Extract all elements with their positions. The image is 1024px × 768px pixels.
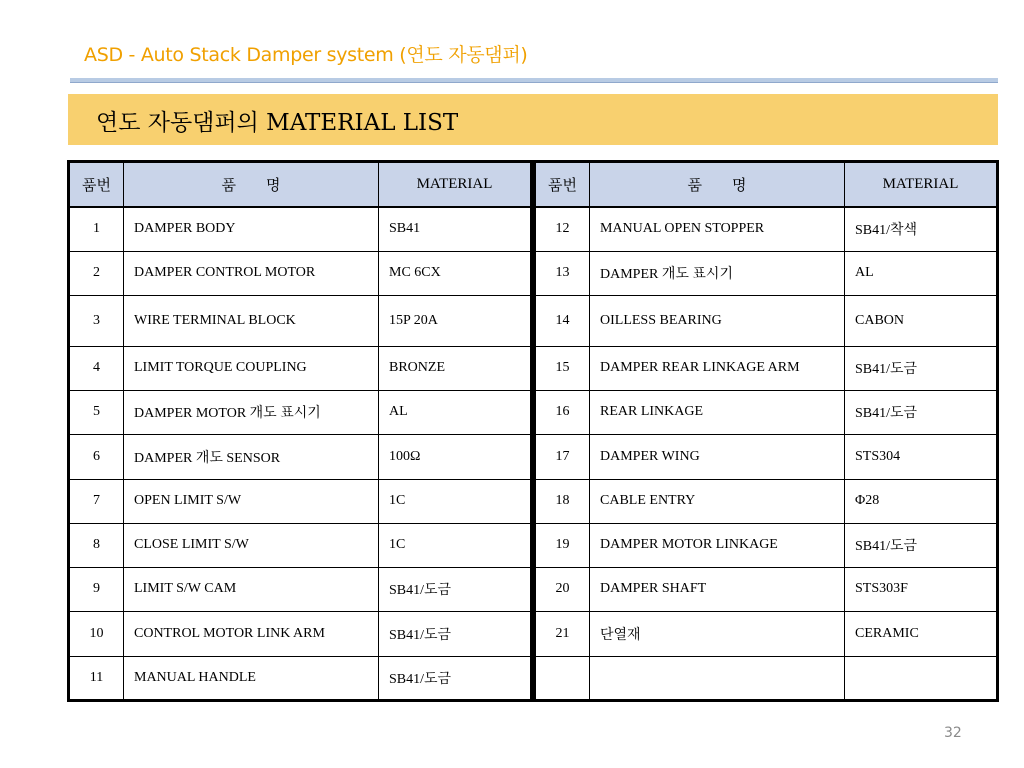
banner-text: 연도 자동댐퍼의 MATERIAL LIST [96,110,459,136]
table-row [69,434,532,479]
part-name-cell: DAMPER BODY [124,207,379,251]
slide-title: ASD - Auto Stack Damper system (연도 자동댐퍼) [84,44,528,66]
material-cell: AL [845,251,998,295]
part-no-cell: 16 [535,390,590,434]
part-no-cell: 15 [535,346,590,390]
material-cell: SB41 [379,207,532,251]
table-row [535,251,998,295]
table-body-left [69,207,532,700]
part-name-cell: MANUAL OPEN STOPPER [590,207,845,251]
part-name-cell: CABLE ENTRY [590,479,845,523]
part-no-cell: 14 [535,295,590,346]
material-cell: MC 6CX [379,251,532,295]
part-name-cell: DAMPER 개도 SENSOR [124,434,379,479]
part-no-cell: 11 [69,656,124,700]
material-cell: STS304 [845,434,998,479]
part-name-cell: REAR LINKAGE [590,390,845,434]
part-no-cell: 17 [535,434,590,479]
material-cell: AL [379,390,532,434]
material-table-right [533,160,999,702]
table-header-row [535,162,998,208]
part-no-cell: 4 [69,346,124,390]
section-banner [68,94,998,145]
table-row [535,207,998,251]
page-number: 32 [944,725,962,741]
material-cell: SB41/도금 [379,656,532,700]
part-name-cell: DAMPER MOTOR LINKAGE [590,523,845,567]
material-cell: CERAMIC [845,611,998,656]
table-row [535,346,998,390]
part-name-cell: DAMPER WING [590,434,845,479]
table-row [535,479,998,523]
part-name-cell: DAMPER MOTOR 개도 표시기 [124,390,379,434]
part-no-cell: 2 [69,251,124,295]
part-name-cell: DAMPER 개도 표시기 [590,251,845,295]
material-table-left [67,160,533,702]
header-material: MATERIAL [379,162,532,208]
part-name-cell: OPEN LIMIT S/W [124,479,379,523]
header-part-name: 품 명 [590,162,845,208]
part-name-cell [590,656,845,700]
material-cell: CABON [845,295,998,346]
table-header-row [69,162,532,208]
table-row [535,295,998,346]
table-row [535,656,998,700]
part-name-cell: CLOSE LIMIT S/W [124,523,379,567]
part-name-cell: CONTROL MOTOR LINK ARM [124,611,379,656]
part-no-cell: 13 [535,251,590,295]
table-body-right [535,207,998,700]
table-row [69,656,532,700]
material-cell: Φ28 [845,479,998,523]
part-no-cell [535,656,590,700]
table-row [535,434,998,479]
table-row [69,390,532,434]
header-part-no: 품번 [69,162,124,208]
part-name-cell: LIMIT S/W CAM [124,567,379,611]
table-row [69,346,532,390]
part-no-cell: 10 [69,611,124,656]
part-no-cell: 19 [535,523,590,567]
material-cell [845,656,998,700]
part-name-cell: WIRE TERMINAL BLOCK [124,295,379,346]
part-no-cell: 1 [69,207,124,251]
part-name-cell: DAMPER REAR LINKAGE ARM [590,346,845,390]
header-part-no: 품번 [535,162,590,208]
part-no-cell: 6 [69,434,124,479]
table-row [535,611,998,656]
part-name-cell: DAMPER CONTROL MOTOR [124,251,379,295]
part-no-cell: 5 [69,390,124,434]
table-row [69,295,532,346]
part-no-cell: 8 [69,523,124,567]
material-cell: SB41/도금 [845,346,998,390]
material-cell: SB41/도금 [379,611,532,656]
part-name-cell: LIMIT TORQUE COUPLING [124,346,379,390]
material-cell: SB41/착색 [845,207,998,251]
table-row [535,523,998,567]
table-row [69,523,532,567]
material-cell: 100Ω [379,434,532,479]
part-no-cell: 21 [535,611,590,656]
table-row [69,207,532,251]
table-row [69,611,532,656]
part-name-cell: OILLESS BEARING [590,295,845,346]
material-cell: SB41/도금 [379,567,532,611]
material-cell: STS303F [845,567,998,611]
part-name-cell: MANUAL HANDLE [124,656,379,700]
part-name-cell: 단열재 [590,611,845,656]
part-name-cell: DAMPER SHAFT [590,567,845,611]
material-cell: BRONZE [379,346,532,390]
part-no-cell: 9 [69,567,124,611]
table-row [535,390,998,434]
material-cell: 1C [379,479,532,523]
material-cell: 15P 20A [379,295,532,346]
material-cell: 1C [379,523,532,567]
part-no-cell: 18 [535,479,590,523]
table-row [69,251,532,295]
part-no-cell: 12 [535,207,590,251]
part-no-cell: 7 [69,479,124,523]
table-row [69,567,532,611]
table-row [69,479,532,523]
title-underline [70,78,998,83]
header-material: MATERIAL [845,162,998,208]
part-no-cell: 3 [69,295,124,346]
table-row [535,567,998,611]
material-cell: SB41/도금 [845,523,998,567]
part-no-cell: 20 [535,567,590,611]
material-cell: SB41/도금 [845,390,998,434]
header-part-name: 품 명 [124,162,379,208]
